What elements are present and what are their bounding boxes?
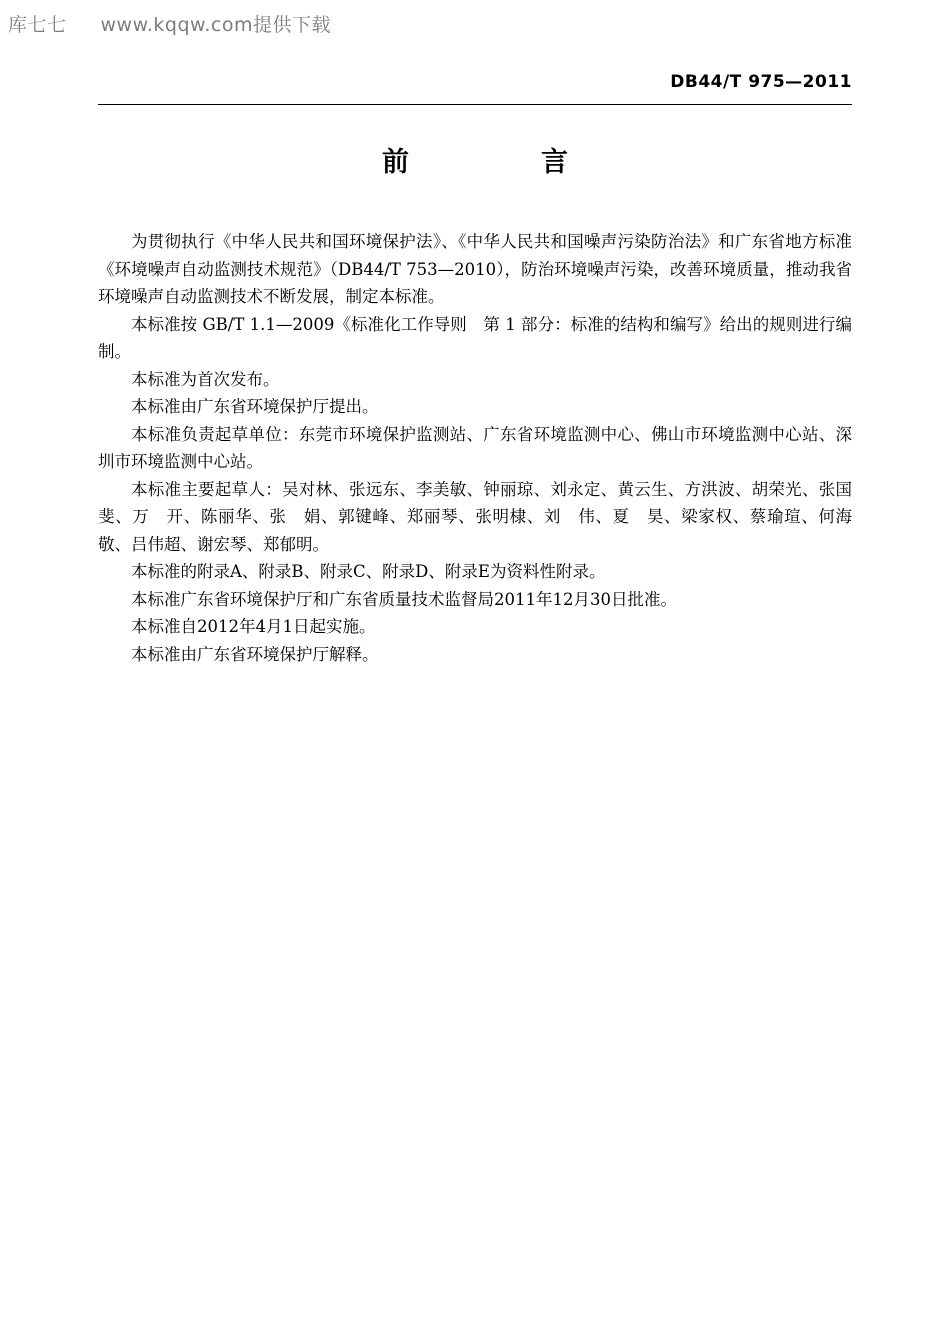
foreword-body bbox=[98, 228, 852, 668]
standard-number: DB44/T 975—2011 bbox=[670, 72, 852, 92]
page-title: 前 言 bbox=[382, 147, 594, 178]
paragraph: 本标准主要起草人：吴对林、张远东、李美敏、钟丽琼、刘永定、黄云生、方洪波、胡荣光、张国斐、万 开、陈丽华、张 娟、郭键峰、郑丽琴、张明棣、刘 伟、夏 昊、梁家权、蔡瑜瑄、何海敬、吕伟超、谢宏琴、郑郁明。 bbox=[98, 479, 852, 554]
paragraph: 本标准按 GB/T 1.1—2009《标准化工作导则 第 1 部分：标准的结构和编写》给出的规则进行编制。 bbox=[98, 314, 852, 361]
paragraph: 本标准由广东省环境保护厅解释。 bbox=[131, 644, 379, 664]
paragraph: 本标准负责起草单位：东莞市环境保护监测站、广东省环境监测中心、佛山市环境监测中心站、深圳市环境监测中心站。 bbox=[98, 424, 852, 471]
paragraph: 本标准的附录A、附录B、附录C、附录D、附录E为资料性附录。 bbox=[131, 562, 606, 581]
paragraph: 为贯彻执行《中华人民共和国环境保护法》、《中华人民共和国噪声污染防治法》和广东省地方标准《环境噪声自动监测技术规范》（DB44/T 753—2010），防治环境噪声污染，改善环境质量，推动我省环境噪声自动监测技术不断发展，制定本标准。 bbox=[98, 232, 852, 306]
paragraph: 本标准由广东省环境保护厅提出。 bbox=[131, 397, 379, 416]
header-divider bbox=[98, 104, 852, 105]
watermark bbox=[8, 10, 331, 37]
paragraph: 本标准为首次发布。 bbox=[131, 369, 280, 389]
paragraph: 本标准自2012年4月1日起实施。 bbox=[131, 617, 376, 636]
watermark-url: www.kqqw.com提供下载 bbox=[100, 14, 331, 36]
watermark-site-name: 库七七 bbox=[8, 14, 67, 36]
paragraph: 本标准广东省环境保护厅和广东省质量技术监督局2011年12月30日批准。 bbox=[131, 589, 677, 609]
